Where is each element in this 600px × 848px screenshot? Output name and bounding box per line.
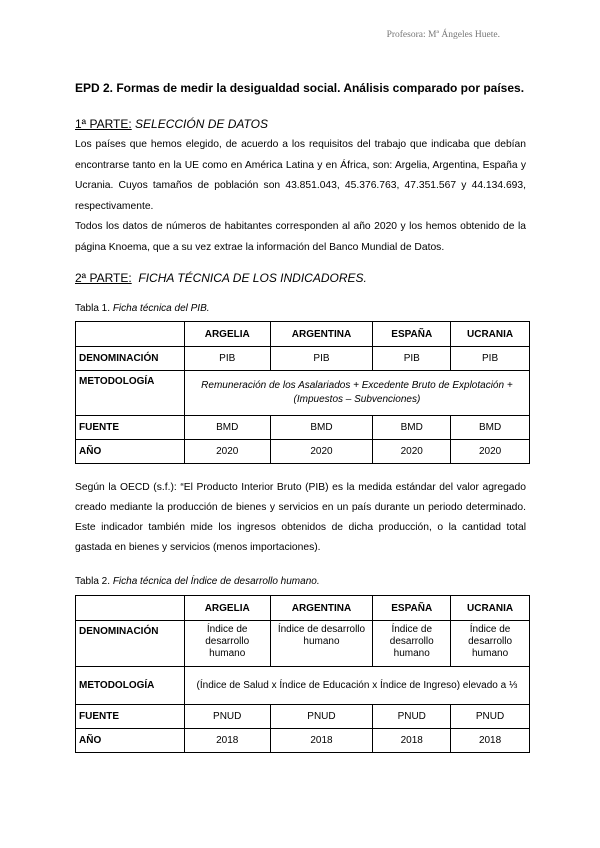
section-heading-part2 xyxy=(75,271,367,285)
column-header: ESPAÑA xyxy=(373,596,451,621)
table-cell: 2020 xyxy=(451,440,530,464)
table-cell-methodology: Remuneración de los Asalariados + Excedente Bruto de Explotación + (Impuestos – Subvenciones) xyxy=(184,371,529,416)
table-cell: 2020 xyxy=(184,440,270,464)
column-header: UCRANIA xyxy=(451,322,530,347)
row-label: METODOLOGÍA xyxy=(76,371,185,416)
table-cell: PIB xyxy=(373,347,451,371)
paragraph-countries: Los países que hemos elegido, de acuerdo a los requisitos del trabajo que indicaba que debían encontrarse tanto en la UE como en América Latina y en África, son: Argelia, Argentina, España y Ucrania. Cuyos tamaños de población son 43.851.043, 45.376.763, 47.351.567 y 44.134.693, respectivamente. xyxy=(75,139,526,212)
table-row xyxy=(76,416,530,440)
table-cell: Índice de desarrollo humano xyxy=(270,621,373,667)
caption-prefix: Tabla 1. xyxy=(75,303,111,314)
table-row xyxy=(76,621,530,667)
table-cell: PNUD xyxy=(184,705,270,729)
column-header: ESPAÑA xyxy=(373,322,451,347)
table-cell: 2018 xyxy=(184,729,270,753)
row-label: AÑO xyxy=(76,440,185,464)
table-cell: 2020 xyxy=(270,440,373,464)
table-cell: 2018 xyxy=(451,729,530,753)
table-cell: BMD xyxy=(451,416,530,440)
document-title: EPD 2. Formas de medir la desigualdad social. Análisis comparado por países. xyxy=(75,81,525,95)
row-label: METODOLOGÍA xyxy=(76,667,185,705)
section-name: FICHA TÉCNICA DE LOS INDICADORES. xyxy=(138,271,367,285)
section-name: SELECCIÓN DE DATOS xyxy=(135,117,268,131)
row-label: AÑO xyxy=(76,729,185,753)
table-cell: Índice de desarrollo humano xyxy=(451,621,530,667)
paragraph-data-source: Todos los datos de números de habitantes corresponden al año 2020 y los hemos obtenido de la página Knoema, que a su vez extrae la información del Banco Mundial de Datos. xyxy=(75,221,526,253)
table-cell: 2018 xyxy=(270,729,373,753)
table-row xyxy=(76,347,530,371)
caption-title: Ficha técnica del Índice de desarrollo humano. xyxy=(112,576,320,587)
table-row xyxy=(76,729,530,753)
table-cell: BMD xyxy=(373,416,451,440)
column-header: ARGENTINA xyxy=(270,322,373,347)
table-cell: PNUD xyxy=(270,705,373,729)
table-header-row xyxy=(76,322,530,347)
column-header: ARGENTINA xyxy=(270,596,373,621)
caption-title: Ficha técnica del PIB. xyxy=(112,303,210,314)
table-row xyxy=(76,371,530,416)
table-cell: PNUD xyxy=(451,705,530,729)
column-header: ARGELIA xyxy=(184,596,270,621)
section-heading-part1 xyxy=(75,117,268,131)
table-cell: 2020 xyxy=(373,440,451,464)
row-label: FUENTE xyxy=(76,416,185,440)
column-header: UCRANIA xyxy=(451,596,530,621)
table-corner-cell xyxy=(76,596,185,621)
table-cell: PIB xyxy=(184,347,270,371)
table1-caption xyxy=(75,303,210,314)
table-cell: BMD xyxy=(270,416,373,440)
table-cell: PNUD xyxy=(373,705,451,729)
table-cell: 2018 xyxy=(373,729,451,753)
page-header-author: Profesora: Mª Ángeles Huete. xyxy=(386,30,500,40)
table-cell: PIB xyxy=(451,347,530,371)
section-number: 1ª PARTE: xyxy=(75,117,132,131)
row-label: DENOMINACIÓN xyxy=(76,621,185,667)
table-cell: BMD xyxy=(184,416,270,440)
table-cell: PIB xyxy=(270,347,373,371)
row-label: FUENTE xyxy=(76,705,185,729)
table2-caption xyxy=(75,576,320,587)
table-cell: Índice de desarrollo humano xyxy=(373,621,451,667)
table-idh xyxy=(75,595,530,753)
paragraph-oecd-quote: Según la OECD (s.f.): “El Producto Interior Bruto (PIB) es la medida estándar del valor agregado creado mediante la producción de bienes y servicios en un país durante un periodo determinado. Este indicador también mide los ingresos obtenidos de dicha producción, o la cantidad total gastada en bienes y servicios (menos importaciones). xyxy=(75,482,526,553)
table-header-row xyxy=(76,596,530,621)
table-pib xyxy=(75,321,530,464)
section-number: 2ª PARTE: xyxy=(75,271,132,285)
caption-prefix: Tabla 2. xyxy=(75,576,111,587)
table-row xyxy=(76,705,530,729)
table-cell-methodology: (Índice de Salud x Índice de Educación x Índice de Ingreso) elevado a ⅓ xyxy=(184,667,529,705)
table-corner-cell xyxy=(76,322,185,347)
column-header: ARGELIA xyxy=(184,322,270,347)
table-cell: Índice de desarrollo humano xyxy=(184,621,270,667)
table-row xyxy=(76,440,530,464)
table-row xyxy=(76,667,530,705)
row-label: DENOMINACIÓN xyxy=(76,347,185,371)
